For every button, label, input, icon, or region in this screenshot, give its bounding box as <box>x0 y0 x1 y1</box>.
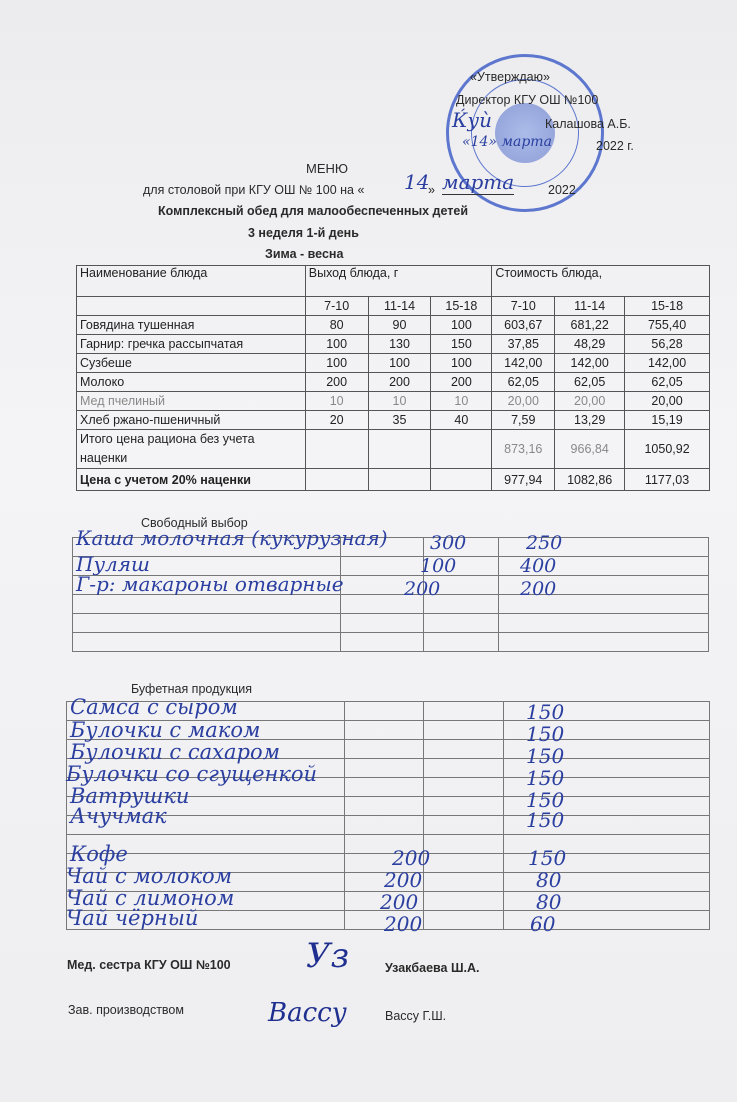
cell: 10 <box>368 392 431 411</box>
buffet-item-name: Чай с лимоном <box>66 886 235 910</box>
dish-name: Гарнир: гречка рассыпчатая <box>77 335 306 354</box>
buffet-item-name: Булочки со сгущенкой <box>66 762 318 786</box>
approval-title: «Утверждаю» <box>470 70 550 84</box>
cell: 200 <box>368 373 431 392</box>
markup-row <box>77 469 710 491</box>
buffet-item-price: 150 <box>526 808 565 832</box>
free-choice-title: Свободный выбор <box>141 516 248 530</box>
cell: 200 <box>431 373 492 392</box>
chef-signature: Вассу <box>268 998 347 1028</box>
cell: 142,00 <box>555 354 625 373</box>
buffet-item-name: Ачучмак <box>70 804 167 828</box>
buffet-item-price: 150 <box>528 846 567 870</box>
col-cost-header: Стоимость блюда, <box>492 266 710 297</box>
cell: 48,29 <box>555 335 625 354</box>
dish-name: Говядина тушенная <box>77 316 306 335</box>
cell: 56,28 <box>625 335 710 354</box>
table-row <box>77 373 710 392</box>
buffet-item-name: Булочки с сахаром <box>70 740 281 764</box>
cell: 62,05 <box>492 373 555 392</box>
cell: 80 <box>305 316 368 335</box>
buffet-item-name: Чай с молоком <box>66 864 233 888</box>
buffet-item-name: Кофе <box>70 842 128 866</box>
month-hand: марта <box>442 170 515 194</box>
approval-date-hand: «14» марта <box>462 134 552 150</box>
buffet-item-price: 80 <box>536 890 562 914</box>
cell: 20 <box>305 411 368 430</box>
table-row <box>77 316 710 335</box>
free-item-out: 300 <box>430 532 467 554</box>
cell: 37,85 <box>492 335 555 354</box>
buffet-item-name: Самса с сыром <box>70 695 238 719</box>
cell: 150 <box>431 335 492 354</box>
markup-label: Цена с учетом 20% наценки <box>77 469 306 491</box>
cell: 130 <box>368 335 431 354</box>
cell: 62,05 <box>555 373 625 392</box>
year: 2022 <box>548 183 576 197</box>
cell: 100 <box>431 354 492 373</box>
buffet-item-price: 60 <box>530 912 556 936</box>
subtitle: Комплексный обед для малообеспеченных детей <box>158 204 469 218</box>
cell: 681,22 <box>555 316 625 335</box>
cell: 142,00 <box>492 354 555 373</box>
buffet-item-price: 150 <box>526 766 565 790</box>
menu-title: МЕНЮ <box>306 161 349 176</box>
buffet-item-out: 200 <box>392 846 431 870</box>
nurse-signature: Уз <box>306 936 350 976</box>
cell: 10 <box>305 392 368 411</box>
cell: 7,59 <box>492 411 555 430</box>
main-menu-table <box>76 265 710 491</box>
cell: 100 <box>431 316 492 335</box>
buffet-item-price: 150 <box>526 722 565 746</box>
total-value: 873,16 <box>492 430 555 469</box>
buffet-item-name: Чай чёрный <box>66 906 199 930</box>
buffet-item-price: 150 <box>526 700 565 724</box>
buffet-item-out: 200 <box>380 890 419 914</box>
cell: 755,40 <box>625 316 710 335</box>
free-item-price: 250 <box>526 532 563 554</box>
week-day: 3 неделя 1-й день <box>248 226 359 240</box>
age-cell: 7-10 <box>305 297 368 316</box>
buffet-title: Буфетная продукция <box>131 682 253 696</box>
cell: 10 <box>431 392 492 411</box>
total-label: Итого цена рациона без учета наценки <box>77 430 306 469</box>
buffet-item-price: 150 <box>526 744 565 768</box>
quote-close: » <box>428 183 435 197</box>
col-output-header: Выход блюда, г <box>305 266 492 297</box>
buffet-item-price: 150 <box>526 788 565 812</box>
markup-value: 1082,86 <box>555 469 625 491</box>
total-value: 966,84 <box>555 430 625 469</box>
day-hand: 14 <box>404 170 430 194</box>
cell: 603,67 <box>492 316 555 335</box>
nurse-label: Мед. сестра КГУ ОШ №100 <box>67 958 231 972</box>
cell: 13,29 <box>555 411 625 430</box>
table-row <box>77 411 710 430</box>
free-item-price: 200 <box>520 578 557 600</box>
free-item-name: Пуляш <box>76 552 150 576</box>
table-row <box>77 354 710 373</box>
free-item-name: Каша молочная (кукурузная) <box>76 526 388 550</box>
age-cell: 15-18 <box>625 297 710 316</box>
dish-name: Молоко <box>77 373 306 392</box>
table-row <box>77 335 710 354</box>
col-name-header: Наименование блюда <box>77 266 306 297</box>
nurse-name: Узакбаева Ш.А. <box>385 961 480 975</box>
buffet-item-name: Булочки с маком <box>70 718 261 742</box>
cell: 100 <box>305 335 368 354</box>
age-blank <box>77 297 306 316</box>
buffet-item-price: 80 <box>536 868 562 892</box>
total-value: 1050,92 <box>625 430 710 469</box>
buffet-item-out: 200 <box>384 868 423 892</box>
cell: 90 <box>368 316 431 335</box>
cell: 35 <box>368 411 431 430</box>
cell: 62,05 <box>625 373 710 392</box>
markup-value: 1177,03 <box>625 469 710 491</box>
dish-name: Хлеб ржано-пшеничный <box>77 411 306 430</box>
dish-name: Сузбеше <box>77 354 306 373</box>
cell: 200 <box>305 373 368 392</box>
chef-label: Зав. производством <box>68 1003 184 1017</box>
cell: 20,00 <box>625 392 710 411</box>
approval-date: 2022 г. <box>596 139 634 153</box>
cell: 20,00 <box>555 392 625 411</box>
age-cell: 11-14 <box>555 297 625 316</box>
approval-name: Калашова А.Б. <box>545 117 631 131</box>
free-item-out: 100 <box>420 555 457 577</box>
cell: 100 <box>305 354 368 373</box>
buffet-item-out: 200 <box>384 912 423 936</box>
director-signature: Ќуѝ <box>452 108 492 132</box>
season: Зима - весна <box>265 247 344 261</box>
free-item-out: 200 <box>404 578 441 600</box>
total-row <box>77 430 710 469</box>
table-row <box>77 392 710 411</box>
cell: 20,00 <box>492 392 555 411</box>
approval-director: Директор КГУ ОШ №100 <box>456 93 599 107</box>
for-canteen: для столовой при КГУ ОШ № 100 на « <box>143 183 365 197</box>
free-item-price: 400 <box>520 555 557 577</box>
dish-name: Мед пчелиный <box>77 392 306 411</box>
cell: 40 <box>431 411 492 430</box>
buffet-item-name: Ватрушки <box>70 784 190 808</box>
free-item-name: Г-р: макароны отварные <box>76 572 344 596</box>
age-cell: 15-18 <box>431 297 492 316</box>
age-cell: 7-10 <box>492 297 555 316</box>
cell: 100 <box>368 354 431 373</box>
markup-value: 977,94 <box>492 469 555 491</box>
cell: 15,19 <box>625 411 710 430</box>
chef-name: Вассу Г.Ш. <box>385 1009 447 1023</box>
age-cell: 11-14 <box>368 297 431 316</box>
cell: 142,00 <box>625 354 710 373</box>
